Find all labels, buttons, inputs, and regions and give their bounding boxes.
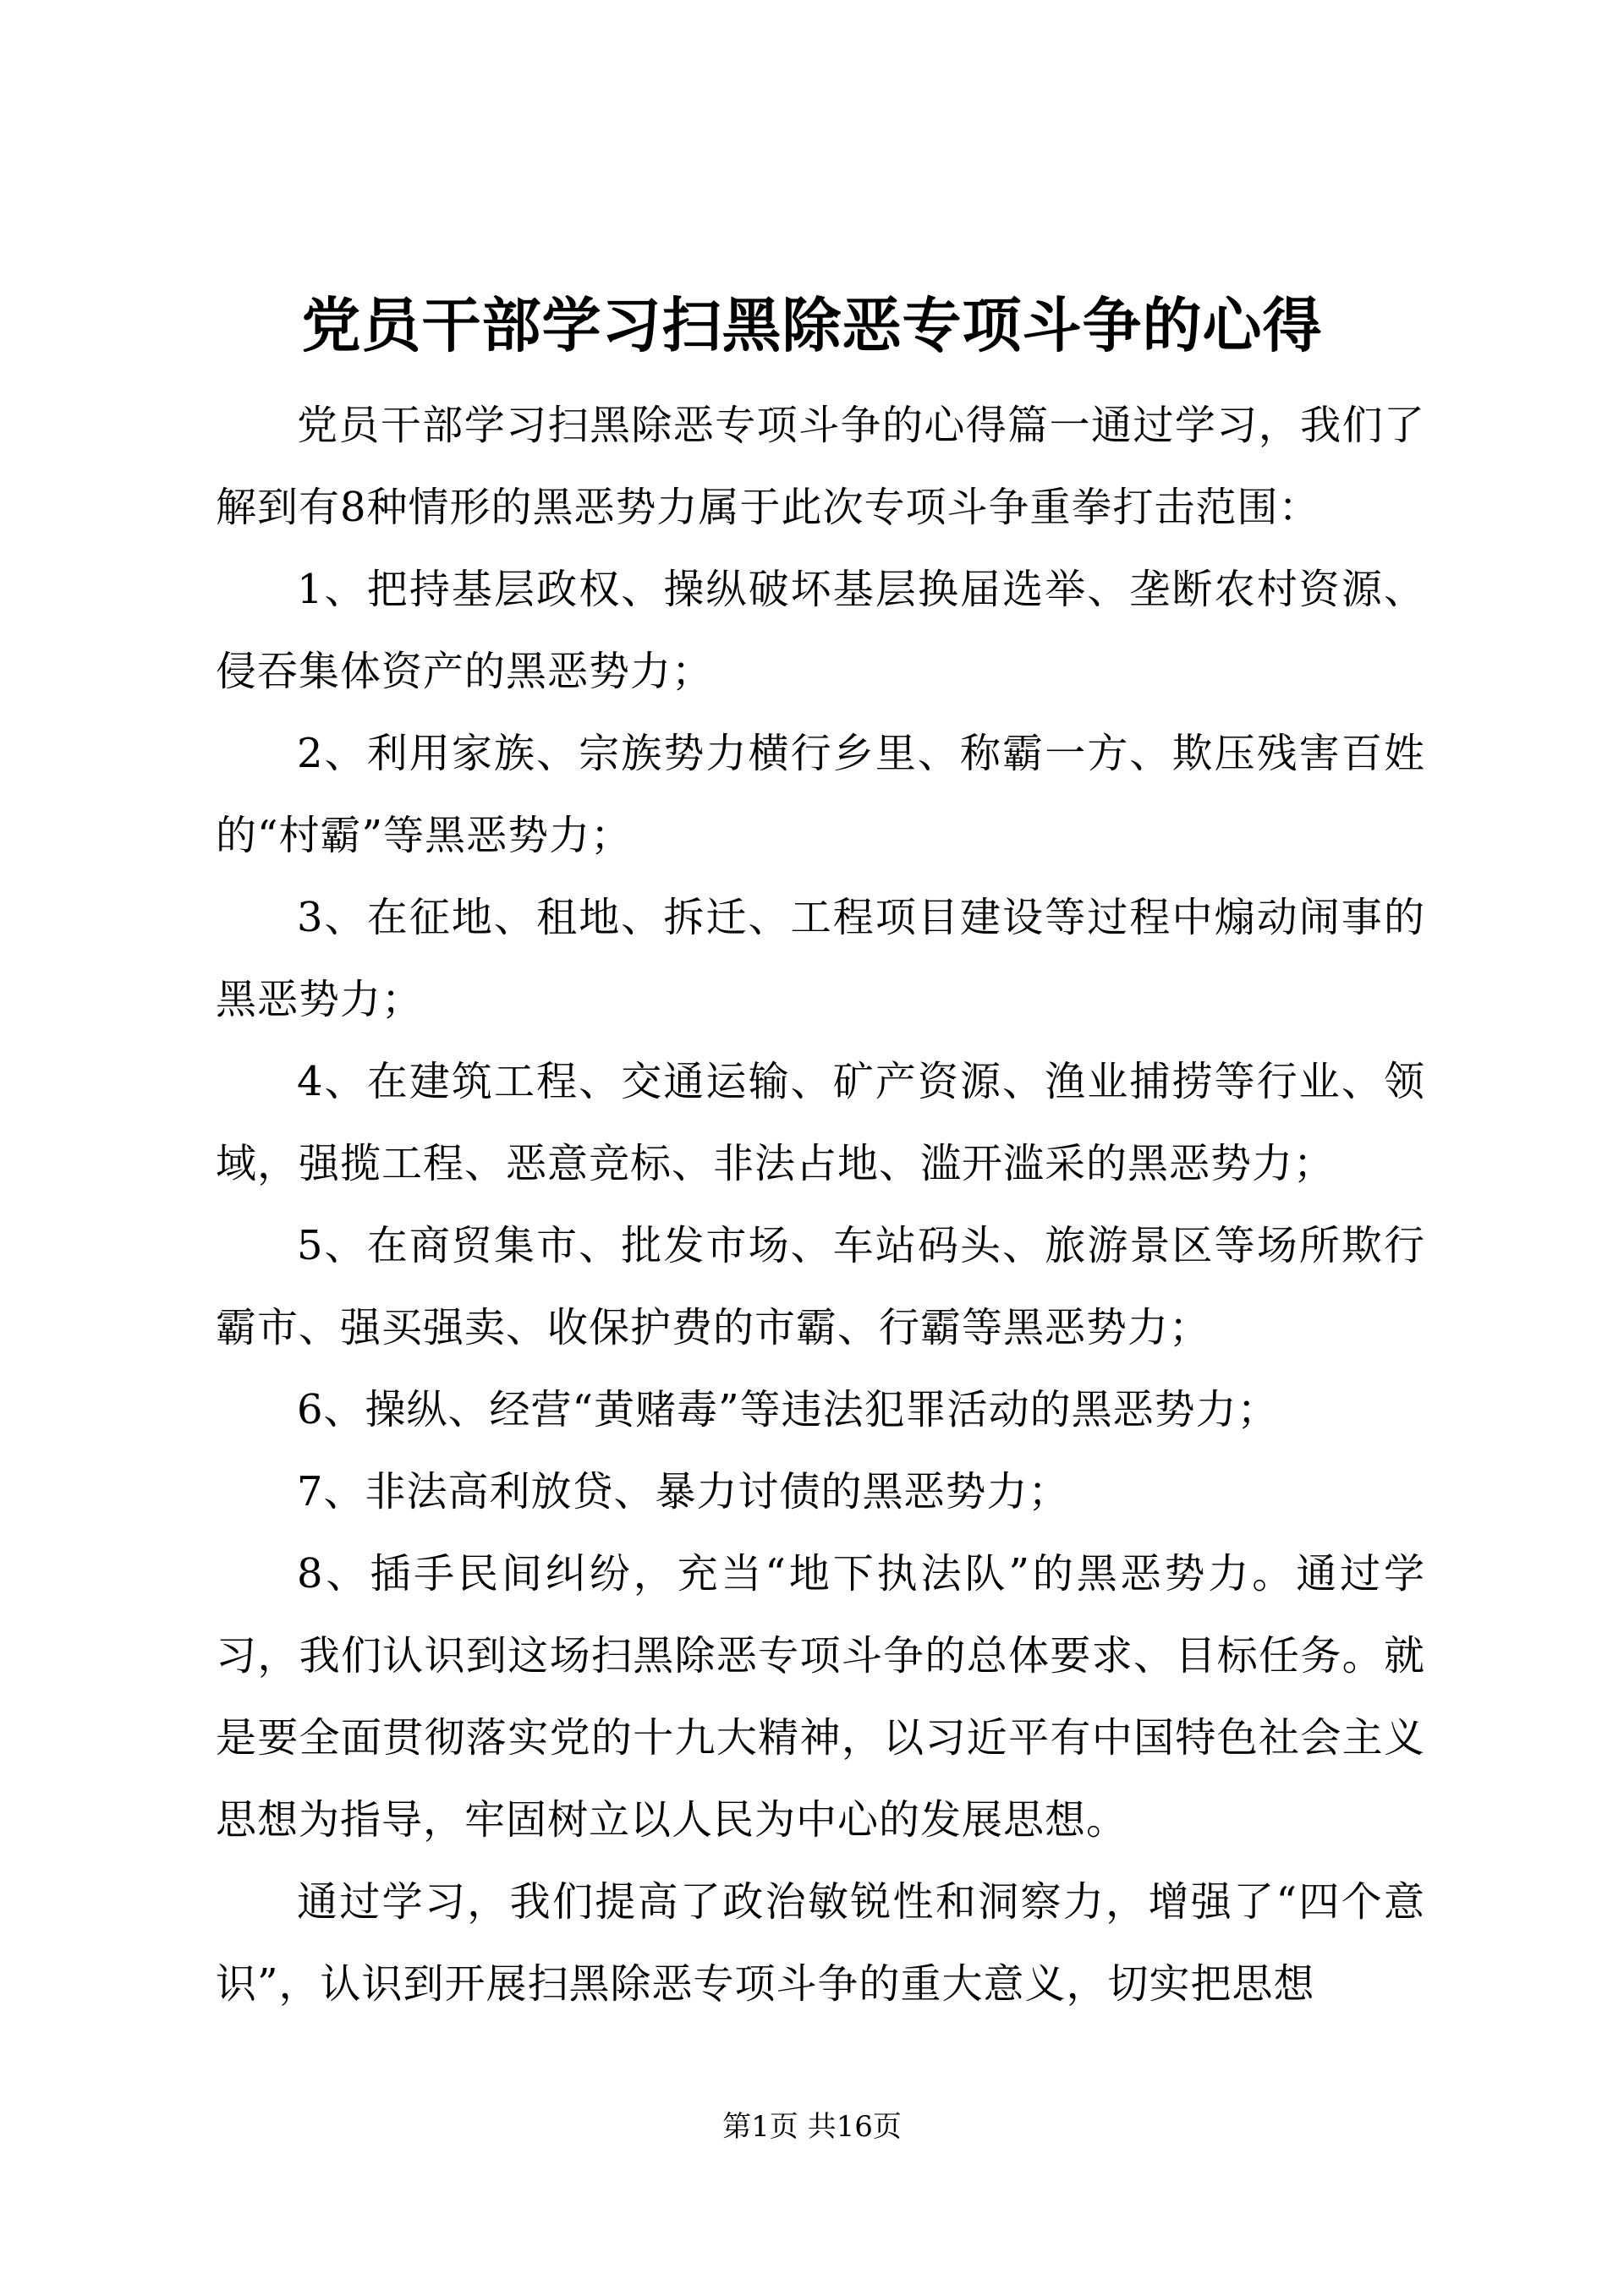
document-title: 党员干部学习扫黑除恶专项斗争的心得 <box>301 290 1323 360</box>
page-footer: 第1页 共16页 <box>722 2110 902 2144</box>
paragraph-item-2: 2、利用家族、宗族势力横行乡里、称霸一方、欺压残害百姓的“村霸”等黑恶势力； <box>216 730 1425 859</box>
paragraph-item-3: 3、在征地、租地、拆迁、工程项目建设等过程中煽动闹事的黑恶势力； <box>216 894 1425 1023</box>
paragraph-item-6: 6、操纵、经营“黄赌毒”等违法犯罪活动的黑恶势力； <box>297 1386 1279 1433</box>
paragraph-item-1: 1、把持基层政权、操纵破坏基层换届选举、垄断农村资源、侵吞集体资产的黑恶势力； <box>216 566 1425 695</box>
paragraph-conclusion: 通过学习，我们提高了政治敏锐性和洞察力，增强了“四个意识”，认识到开展扫黑除恶专项斗争的重大意义，切实把思想 <box>216 1878 1425 2008</box>
paragraph-intro: 党员干部学习扫黑除恶专项斗争的心得篇一通过学习，我们了解到有8种情形的黑恶势力属于此次专项斗争重拳打击范围： <box>216 402 1425 531</box>
paragraph-item-7: 7、非法高利放贷、暴力讨债的黑恶势力； <box>297 1468 1070 1515</box>
paragraph-item-5: 5、在商贸集市、批发市场、车站码头、旅游景区等场所欺行霸市、强买强卖、收保护费的市霸、行霸等黑恶势力； <box>216 1222 1425 1351</box>
document-body <box>216 385 1425 2025</box>
paragraph-item-4: 4、在建筑工程、交通运输、矿产资源、渔业捕捞等行业、领域，强揽工程、恶意竞标、非法占地、滥开滥采的黑恶势力； <box>216 1058 1425 1187</box>
paragraph-item-8: 8、插手民间纠纷，充当“地下执法队”的黑恶势力。通过学习，我们认识到这场扫黑除恶专项斗争的总体要求、目标任务。就是要全面贯彻落实党的十九大精神，以习近平有中国特色社会主义思想为指导，牢固树立以人民为中心的发展思想。 <box>216 1550 1425 1844</box>
